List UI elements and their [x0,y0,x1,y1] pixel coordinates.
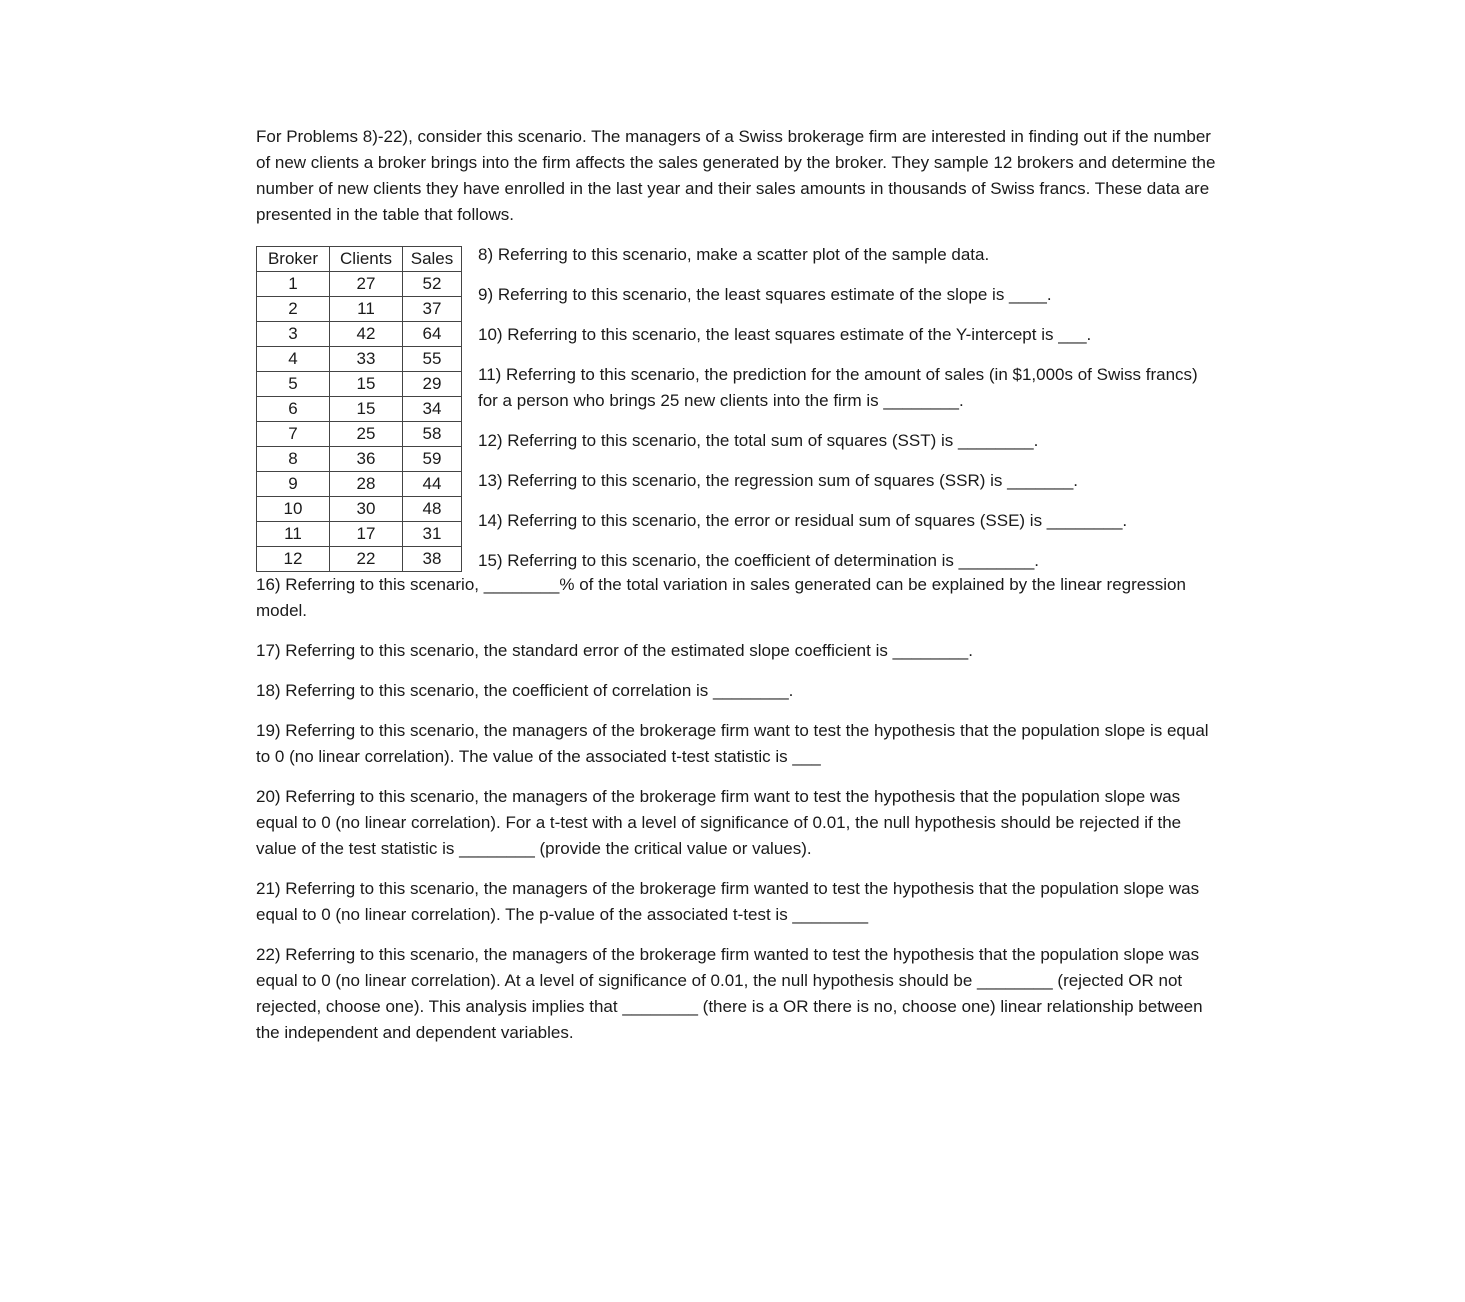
cell-sales: 64 [403,322,462,347]
cell-broker: 6 [257,397,330,422]
cell-broker: 11 [257,522,330,547]
cell-sales: 58 [403,422,462,447]
cell-broker: 4 [257,347,330,372]
question-item: 22) Referring to this scenario, the managers of the brokerage firm wanted to test the hypothesis that the population slope was equal to 0 (no linear correlation). At a level of significance of 0.01, the null hypothesis should be ________ (rejected OR not rejected, choose one). This analysis implies that ________ (there is a OR there is no, choose one) linear relationship between the independent and dependent variables. [256,945,1203,1042]
cell-clients: 42 [330,322,403,347]
cell-broker: 8 [257,447,330,472]
table-row [257,347,462,372]
cell-clients: 15 [330,397,403,422]
table-row [257,472,462,497]
cell-broker: 7 [257,422,330,447]
cell-broker: 1 [257,272,330,297]
cell-sales: 34 [403,397,462,422]
question-item: 15) Referring to this scenario, the coefficient of determination is ________. [478,551,1040,570]
cell-broker: 12 [257,547,330,572]
cell-broker: 5 [257,372,330,397]
cell-clients: 33 [330,347,403,372]
table-and-questions-section [256,242,1221,572]
table-body [257,272,462,572]
header-sales: Sales [403,247,462,272]
question-item: 21) Referring to this scenario, the managers of the brokerage firm wanted to test the hypothesis that the population slope was equal to 0 (no linear correlation). The p-value of the associated t-test is ________ [256,879,1200,924]
table-row [257,547,462,572]
cell-sales: 48 [403,497,462,522]
cell-clients: 17 [330,522,403,547]
cell-sales: 37 [403,297,462,322]
table-row [257,372,462,397]
table-row [257,497,462,522]
cell-sales: 38 [403,547,462,572]
cell-broker: 10 [257,497,330,522]
question-item: 9) Referring to this scenario, the least squares estimate of the slope is ____. [478,285,1052,304]
question-item: 19) Referring to this scenario, the managers of the brokerage firm want to test the hypothesis that the population slope is equal to 0 (no linear correlation). The value of the associated t-test statistic is ___ [256,721,1209,766]
question-item: 13) Referring to this scenario, the regression sum of squares (SSR) is _______. [478,471,1079,490]
question-item: 14) Referring to this scenario, the error or residual sum of squares (SSE) is ________. [478,511,1128,530]
broker-data-table [256,246,462,572]
header-broker: Broker [257,247,330,272]
question-item: 17) Referring to this scenario, the standard error of the estimated slope coefficient is ________. [256,641,973,660]
table-row [257,447,462,472]
table-row [257,422,462,447]
cell-clients: 25 [330,422,403,447]
cell-sales: 29 [403,372,462,397]
cell-broker: 9 [257,472,330,497]
cell-sales: 59 [403,447,462,472]
cell-clients: 22 [330,547,403,572]
table-row [257,272,462,297]
question-item: 8) Referring to this scenario, make a scatter plot of the sample data. [478,245,990,264]
question-item: 10) Referring to this scenario, the least squares estimate of the Y-intercept is ___. [478,325,1092,344]
table-row [257,397,462,422]
header-clients: Clients [330,247,403,272]
table-row [257,297,462,322]
question-item: 12) Referring to this scenario, the total sum of squares (SST) is ________. [478,431,1039,450]
cell-sales: 31 [403,522,462,547]
side-questions [478,242,1218,588]
cell-clients: 15 [330,372,403,397]
question-item: 18) Referring to this scenario, the coefficient of correlation is ________. [256,681,794,700]
cell-sales: 52 [403,272,462,297]
cell-broker: 2 [257,297,330,322]
cell-clients: 30 [330,497,403,522]
intro-paragraph: For Problems 8)-22), consider this scenario. The managers of a Swiss brokerage firm are interested in finding out if the number of new clients a broker brings into the firm affects the sales generated by the broker. They sample 12 brokers and determine the number of new clients they have enrolled in the last year and their sales amounts in thousands of Swiss francs. These data are presented in the table that follows. [256,127,1216,224]
document-page [256,124,1221,1060]
question-item: 11) Referring to this scenario, the prediction for the amount of sales (in $1,000s of Swiss francs) for a person who brings 25 new clients into the firm is ________. [478,365,1198,410]
cell-clients: 27 [330,272,403,297]
table-row [257,522,462,547]
question-item: 20) Referring to this scenario, the managers of the brokerage firm want to test the hypothesis that the population slope was equal to 0 (no linear correlation). For a t-test with a level of significance of 0.01, the null hypothesis should be rejected if the value of the test statistic is ________ (provide the critical value or values). [256,787,1182,858]
cell-clients: 11 [330,297,403,322]
table-header-row [257,247,462,272]
lower-questions [256,572,1221,1046]
cell-sales: 55 [403,347,462,372]
question-item: 16) Referring to this scenario, ________% of the total variation in sales generated can be explained by the linear regression model. [256,575,1186,620]
cell-clients: 36 [330,447,403,472]
cell-broker: 3 [257,322,330,347]
table-row [257,322,462,347]
cell-sales: 44 [403,472,462,497]
cell-clients: 28 [330,472,403,497]
